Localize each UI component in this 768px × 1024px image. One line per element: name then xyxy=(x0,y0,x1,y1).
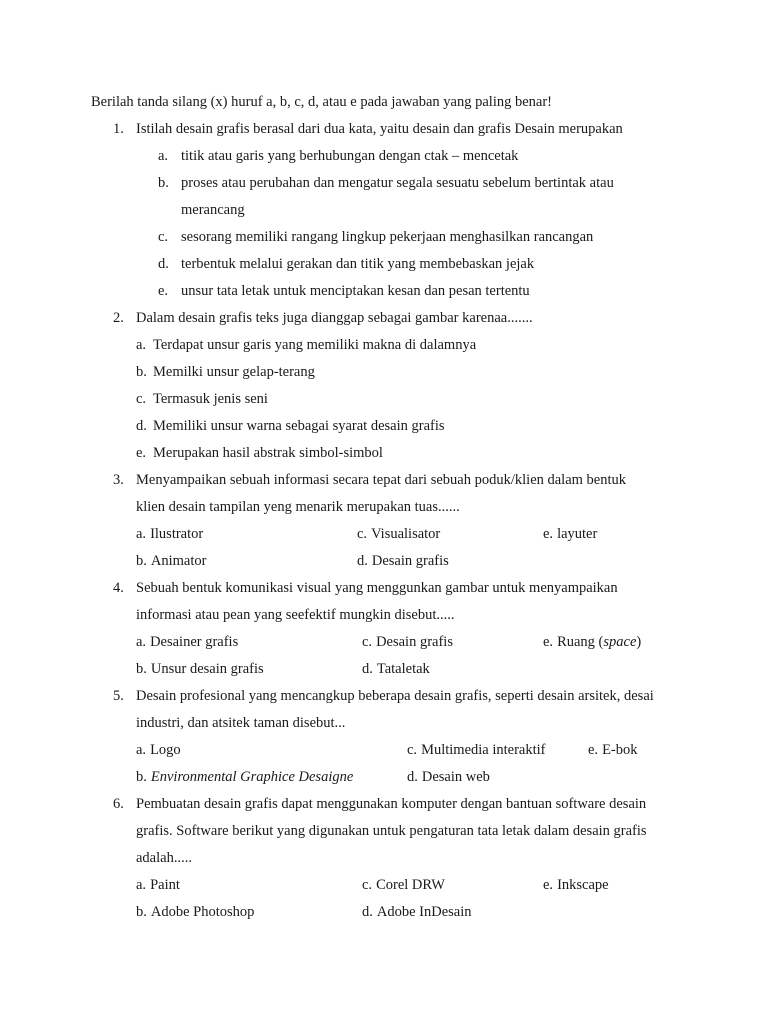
option-2d[interactable] xyxy=(0,413,768,440)
option-letter: b. xyxy=(136,553,147,569)
question-number: 5. xyxy=(113,688,124,704)
option-1c[interactable] xyxy=(0,224,768,251)
option-5d[interactable] xyxy=(407,764,490,791)
option-letter: e. xyxy=(588,742,599,758)
option-text-italic: space xyxy=(603,634,637,650)
option-3a[interactable] xyxy=(136,521,203,548)
question-text-continuation: adalah..... xyxy=(136,850,192,866)
option-2a[interactable] xyxy=(0,332,768,359)
question-5 xyxy=(0,683,768,710)
question-text: Sebuah bentuk komunikasi visual yang menggunkan gambar untuk menyampaikan xyxy=(136,580,618,596)
option-text: Adobe Photoshop xyxy=(150,904,255,920)
option-letter: d. xyxy=(136,418,147,434)
option-text: Memiliki unsur warna sebagai syarat desain grafis xyxy=(153,418,445,434)
option-text: E-bok xyxy=(602,742,638,758)
option-3e[interactable] xyxy=(543,521,597,548)
option-4c[interactable] xyxy=(362,629,453,656)
question-text: Desain profesional yang mencangkup beberapa desain grafis, seperti desain arsitek, desai xyxy=(136,688,654,704)
option-text: Terdapat unsur garis yang memiliki makna di dalamnya xyxy=(153,337,477,353)
option-1b[interactable] xyxy=(0,170,768,197)
option-6b[interactable] xyxy=(136,899,254,926)
question-text: Pembuatan desain grafis dapat menggunakan komputer dengan bantuan software desain xyxy=(136,796,647,812)
options-row xyxy=(0,764,768,791)
option-letter: c. xyxy=(362,634,373,650)
option-4e[interactable] xyxy=(543,629,641,656)
option-text: Ilustrator xyxy=(150,526,204,542)
option-2c[interactable] xyxy=(0,386,768,413)
option-text: Tataletak xyxy=(376,661,430,677)
option-text: Environmental Graphice Desaigne xyxy=(150,769,354,785)
question-3 xyxy=(0,467,768,494)
option-text: Ruang ( xyxy=(557,634,604,650)
option-letter: d. xyxy=(158,256,169,272)
option-text: Memilki unsur gelap-terang xyxy=(153,364,315,380)
worksheet xyxy=(0,89,768,926)
option-letter: e. xyxy=(543,877,554,893)
option-text: Merupakan hasil abstrak simbol-simbol xyxy=(153,445,383,461)
option-text: Desain grafis xyxy=(371,553,449,569)
options-row xyxy=(0,548,768,575)
option-text: Desain grafis xyxy=(376,634,453,650)
option-text: Multimedia interaktif xyxy=(421,742,546,758)
option-letter: b. xyxy=(158,175,169,191)
option-text: Inkscape xyxy=(557,877,609,893)
option-text: Corel DRW xyxy=(376,877,445,893)
option-letter: d. xyxy=(362,904,373,920)
question-text-continuation: grafis. Software berikut yang digunakan untuk pengaturan tata letak dalam desain grafis xyxy=(136,823,647,839)
option-letter: c. xyxy=(136,391,147,407)
option-text: Termasuk jenis seni xyxy=(153,391,268,407)
option-text: Desainer grafis xyxy=(150,634,239,650)
question-6 xyxy=(0,791,768,818)
option-letter: c. xyxy=(158,229,169,245)
option-letter: a. xyxy=(136,742,147,758)
question-4 xyxy=(0,575,768,602)
option-letter: d. xyxy=(407,769,418,785)
question-1 xyxy=(0,116,768,143)
option-4b[interactable] xyxy=(136,656,264,683)
option-text: Visualisator xyxy=(371,526,441,542)
question-number: 2. xyxy=(113,310,124,326)
question-2 xyxy=(0,305,768,332)
question-text: Dalam desain grafis teks juga dianggap sebagai gambar karenaa....... xyxy=(136,310,533,326)
option-text: sesorang memiliki rangang lingkup pekerjaan menghasilkan rancangan xyxy=(181,229,594,245)
option-letter: a. xyxy=(136,877,147,893)
option-5c[interactable] xyxy=(407,737,546,764)
option-letter: d. xyxy=(362,661,373,677)
option-text-continuation: merancang xyxy=(181,202,245,218)
question-number: 3. xyxy=(113,472,124,488)
options-row xyxy=(0,656,768,683)
question-text-continuation: klien desain tampilan yeng menarik merupakan tuas...... xyxy=(136,499,460,515)
option-2b[interactable] xyxy=(0,359,768,386)
instruction-text: Berilah tanda silang (x) huruf a, b, c, d, atau e pada jawaban yang paling benar! xyxy=(91,94,552,110)
option-letter: e. xyxy=(543,526,554,542)
option-text: Adobe InDesain xyxy=(376,904,472,920)
option-5e[interactable] xyxy=(588,737,638,764)
option-6c[interactable] xyxy=(362,872,445,899)
option-1a[interactable] xyxy=(0,143,768,170)
option-letter: b. xyxy=(136,904,147,920)
option-letter: c. xyxy=(407,742,418,758)
option-5a[interactable] xyxy=(136,737,181,764)
options-row xyxy=(0,629,768,656)
option-5b[interactable] xyxy=(136,764,353,791)
option-text: titik atau garis yang berhubungan dengan ctak – mencetak xyxy=(181,148,519,164)
option-letter: e. xyxy=(158,283,169,299)
option-4d[interactable] xyxy=(362,656,430,683)
option-text: layuter xyxy=(557,526,598,542)
option-1d[interactable] xyxy=(0,251,768,278)
option-letter: e. xyxy=(136,445,147,461)
option-text: Desain web xyxy=(421,769,490,785)
option-text: Paint xyxy=(150,877,180,893)
option-letter: a. xyxy=(158,148,169,164)
option-text: unsur tata letak untuk menciptakan kesan dan pesan tertentu xyxy=(181,283,530,299)
question-number: 1. xyxy=(113,121,124,137)
option-letter: c. xyxy=(362,877,373,893)
option-6d[interactable] xyxy=(362,899,472,926)
option-letter: c. xyxy=(357,526,368,542)
option-letter: a. xyxy=(136,337,147,353)
option-text: terbentuk melalui gerakan dan titik yang membebaskan jejak xyxy=(181,256,535,272)
question-text: Istilah desain grafis berasal dari dua kata, yaitu desain dan grafis Desain merupakan xyxy=(136,121,623,137)
option-text: Animator xyxy=(150,553,207,569)
options-row xyxy=(0,899,768,926)
question-text-continuation: industri, dan atsitek taman disebut... xyxy=(136,715,346,731)
option-letter: a. xyxy=(136,526,147,542)
option-letter: e. xyxy=(543,634,554,650)
option-letter: d. xyxy=(357,553,368,569)
option-letter: a. xyxy=(136,634,147,650)
option-1e[interactable] xyxy=(0,278,768,305)
option-2e[interactable] xyxy=(0,440,768,467)
option-text: Logo xyxy=(150,742,181,758)
question-number: 4. xyxy=(113,580,124,596)
option-letter: b. xyxy=(136,769,147,785)
question-text: Menyampaikan sebuah informasi secara tepat dari sebuah poduk/klien dalam bentuk xyxy=(136,472,627,488)
question-text-continuation: informasi atau pean yang seefektif mungkin disebut..... xyxy=(136,607,455,623)
option-4a[interactable] xyxy=(136,629,238,656)
option-6e[interactable] xyxy=(543,872,609,899)
option-6a[interactable] xyxy=(136,872,180,899)
option-text: proses atau perubahan dan mengatur segala sesuatu sebelum bertintak atau xyxy=(181,175,614,191)
options-row xyxy=(0,737,768,764)
option-3c[interactable] xyxy=(357,521,440,548)
option-text-suffix: ) xyxy=(636,634,642,650)
option-letter: b. xyxy=(136,364,147,380)
option-3b[interactable] xyxy=(136,548,206,575)
option-text: Unsur desain grafis xyxy=(150,661,264,677)
options-row xyxy=(0,521,768,548)
option-letter: b. xyxy=(136,661,147,677)
option-3d[interactable] xyxy=(357,548,449,575)
options-row xyxy=(0,872,768,899)
question-number: 6. xyxy=(113,796,124,812)
